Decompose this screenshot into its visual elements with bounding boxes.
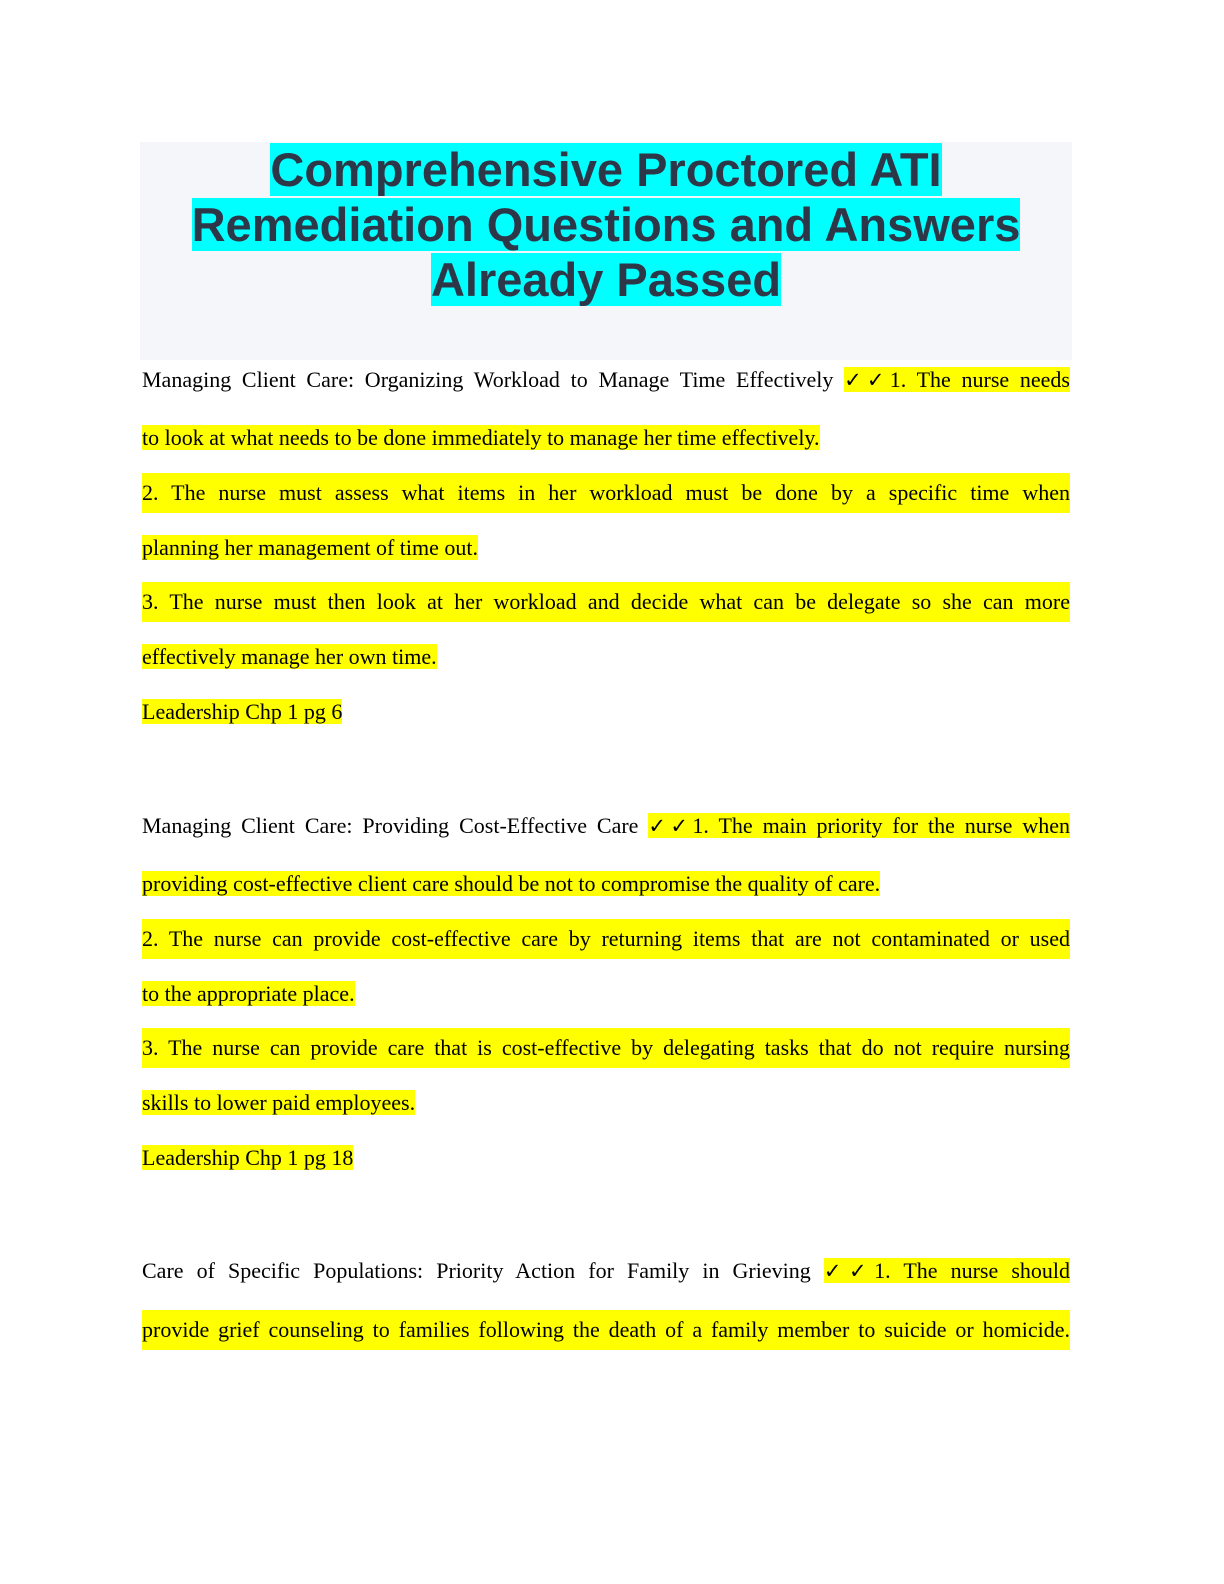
answer-line: 2. The nurse can provide cost-effective care by returning items that are not contaminated or used [142, 919, 1070, 959]
answer-line: providing cost-effective client care should be not to compromise the quality of care. [142, 871, 881, 896]
answer-line: to look at what needs to be done immediately to manage her time effectively. [142, 425, 820, 450]
reference-line: Leadership Chp 1 pg 18 [142, 1145, 354, 1170]
reference-line: Leadership Chp 1 pg 6 [142, 699, 343, 724]
answer-line: effectively manage her own time. [142, 644, 437, 669]
question-topic: Managing Client Care: Organizing Workload to Manage Time Effectively [142, 367, 834, 392]
answer-start: ✓✓1. The main priority for the nurse when [648, 813, 1071, 838]
question-line [142, 806, 1070, 846]
question-line [142, 360, 1070, 400]
answer-line: 2. The nurse must assess what items in her workload must be done by a specific time when [142, 473, 1070, 513]
title-line: Remediation Questions and Answers [191, 198, 1021, 251]
title-line: Already Passed [430, 253, 782, 306]
answer-start: ✓✓1. The nurse should [823, 1258, 1070, 1283]
answer-line: planning her management of time out. [142, 535, 479, 560]
answer-line: 3. The nurse can provide care that is cost-effective by delegating tasks that do not require nursing [142, 1028, 1070, 1068]
question-line [142, 1251, 1070, 1291]
answer-start: ✓✓1. The nurse needs [844, 367, 1070, 392]
answer-line: provide grief counseling to families following the death of a family member to suicide or homicide. [142, 1310, 1070, 1350]
check-icon: ✓✓ [648, 814, 693, 838]
title-line: Comprehensive Proctored ATI [270, 143, 942, 196]
question-topic: Care of Specific Populations: Priority Action for Family in Grieving [142, 1258, 811, 1283]
check-icon: ✓✓ [823, 1259, 875, 1283]
answer-line: 3. The nurse must then look at her workload and decide what can be delegate so she can more [142, 582, 1070, 622]
check-icon: ✓✓ [844, 368, 890, 392]
answer-line: skills to lower paid employees. [142, 1090, 416, 1115]
answer-line: to the appropriate place. [142, 981, 355, 1006]
document-title [140, 142, 1072, 307]
question-topic: Managing Client Care: Providing Cost-Effective Care [142, 813, 639, 838]
title-banner [140, 142, 1072, 360]
